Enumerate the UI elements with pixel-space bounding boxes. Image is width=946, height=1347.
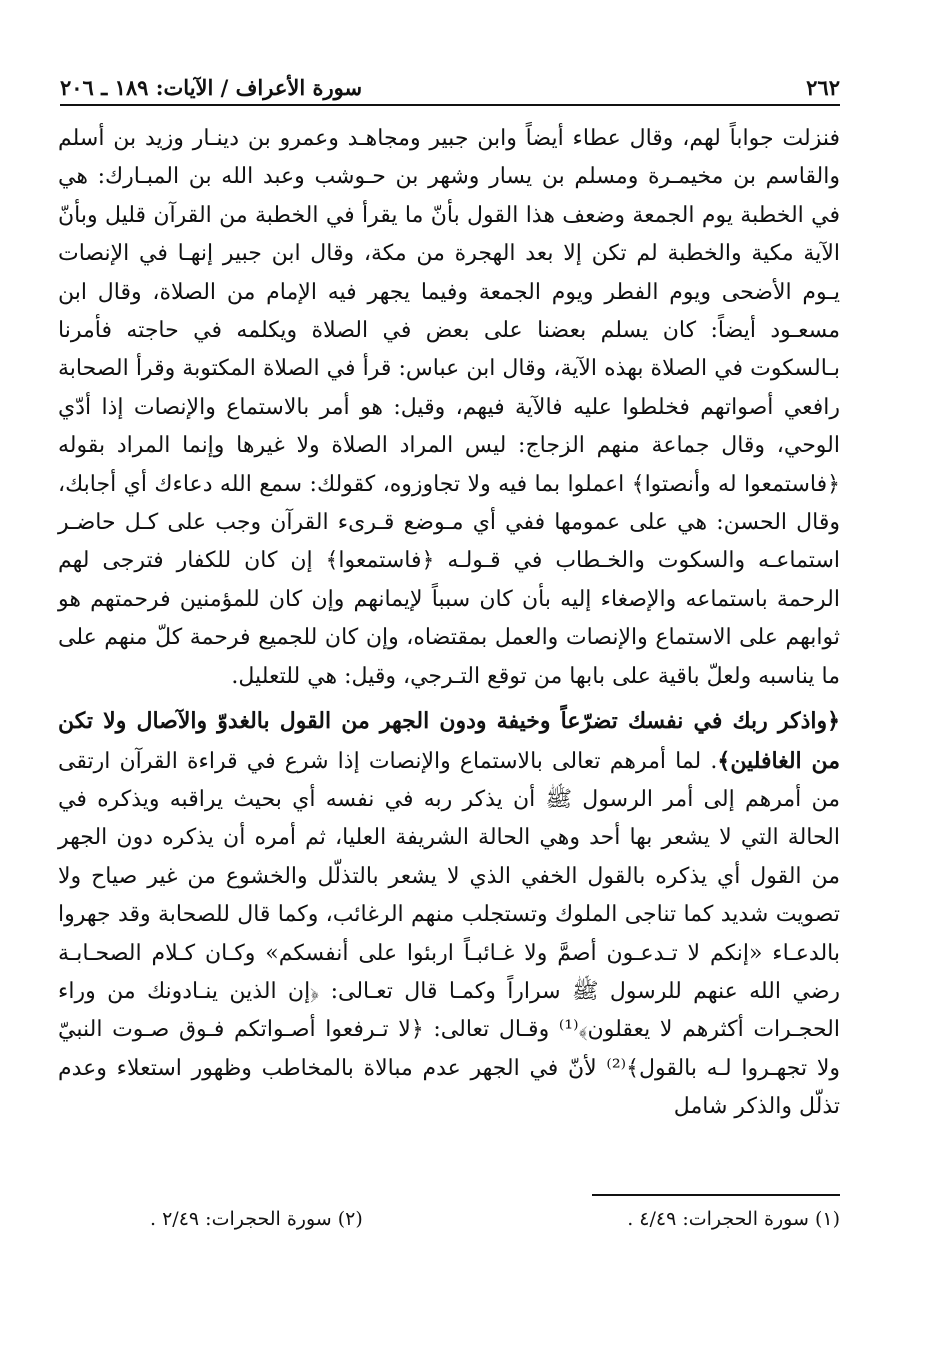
footnote-1: (١) سورة الحجرات: ٤/٤٩ . — [627, 1208, 840, 1230]
commentary-paragraph: فنزلت جواباً لهم، وقال عطاء أيضاً وابن جبير ومجاهـد وعمرو بن دينـار وزيد بن أسلم والقاسم بن مخيمـرة ومسلم بن يسار وشهر بن حـوشب وعبد الله بن المبـارك: هي في الخطبة يوم الجمعة وضعف هذا القول بأنّ ما يقرأ في الخطبة من القرآن قليل وبأنّ الآية مكية والخطبة لم تكن إلا بعد الهجرة من مكة، وقال ابن جبير إنهـا في الإنصات يـوم الأضحى ويوم الفطر ويوم الجمعة وفيما يجهر فيه الإمام من الصلاة، وقال ابن مسعـود أيضاً: كان يسلم بعضنا على بعض في الصلاة ويكلمه في حاجته فأمرنا بـالسكوت في الصلاة بهذه الآية، وقال ابن عباس: قرأ في الصلاة المكتوبة وقرأ الصحابة رافعي أصواتهم فخلطوا عليه فالآية فيهم، وقيل: هو أمر بالاستماع والإنصات إذا أدّي الوحي، وقال جماعة منهم الزجاج: ليس المراد الصلاة ولا غيرها وإنما المراد بقوله ﴿فاستمعوا له وأنصتوا﴾ اعملوا بما فيه ولا تجاوزوه، كقولك: سمع الله دعاءك أي أجابك، وقال الحسن: هي على عمومها ففي أي مـوضع قـرىء القرآن وجب على كـل حاضـر استماعـه والسكوت والخـطاب في قـولـه ﴿فاستمعوا﴾ إن كان للكفار فترجى لهم الرحمة باستماعه والإصغاء إليه بأن كان سبباً لإيمانهم وإن كان للمؤمنين فرحمتهم هو ثوابهم على الاستماع والإنصات والعمل بمقتضاه، وإن كان للجميع فرحمة كلّ منهم على ما يناسبه ولعلّ باقية على بابها من توقع التـرجي، وقيل: هي للتعليل. — [58, 126, 840, 689]
verse-paragraph — [58, 702, 840, 1126]
main-text — [58, 120, 840, 1127]
page-header — [60, 64, 840, 106]
verse-commentary: . لما أمرهم تعالى بالاستماع والإنصات إذا شرع في قراءة القرآن ارتقى من أمرهم إلى أمر الرسول ﷺ أن يذكر ربه في نفسه أي بحيث يراقبه ويذكره في الحالة التي لا يشعر بها أحد وهي الحالة الشريفة العليا، ثم أمره أن يذكره دون الجهر من القول أي يذكره بالقول الخفي الذي لا يشعر بالتذلّل والخشوع من غير صياح ولا تصويت شديد كما تناجى الملوك وتستجلب منهم الرغائب، وكما قال للصحابة وقد جهروا بالدعـاء «إنكم لا تـدعـون أصمَّ ولا غـائبـاً اربئوا على أنفسكم» وكـان كـلام الصحـابـة رضي الله عنهم للرسول ﷺ سراراً وكمـا قال تعـالى: ﴿إن الذين ينـادونك من وراء الحجـرات أكثرهم لا يعقلون﴾⁽¹⁾ وقـال تعالى: ﴿لا تـرفعوا أصـواتكم فـوق صـوت النبيّ ولا تجهـروا لـه بالقول﴾⁽²⁾ لأنّ في الجهر عدم مبالاة بالمخاطب وظهور استعلاء وعدم تذلّل والذكر شامل — [58, 748, 840, 1120]
footnotes — [150, 1208, 840, 1230]
running-title: سورة الأعراف / الآيات: ١٨٩ ـ ٢٠٦ — [60, 75, 363, 100]
quran-verse: ﴿واذكر ربك في نفسك تضرّعاً وخيفة ودون الجهر من القول بالغدوّ والآصال ولا تكن من الغافلين﴾ — [58, 708, 840, 774]
footnote-2: (٢) سورة الحجرات: ٢/٤٩ . — [150, 1208, 363, 1230]
page-number: ٢٦٢ — [806, 75, 840, 100]
footnote-divider — [592, 1194, 840, 1196]
